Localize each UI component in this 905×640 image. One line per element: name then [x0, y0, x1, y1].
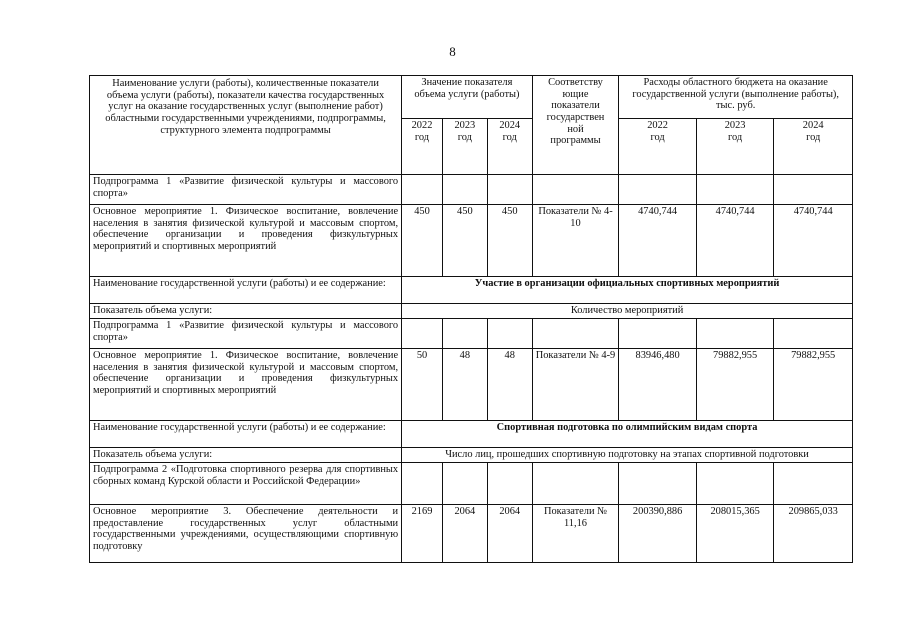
subprogram-cell: Подпрограмма 2 «Подготовка спортивного резерва для спортивных сборных команд Курской области и Российской Федерации» [90, 463, 402, 505]
value-2023: 450 [442, 205, 487, 277]
header-budget-cell: Расходы областного бюджета на оказание государственной услуги (выполнение работы), тыс. руб. [619, 76, 853, 119]
subprogram-row [90, 319, 853, 349]
volume-row [90, 448, 853, 463]
service-name-row [90, 277, 853, 304]
header-indicator-year-2024: 2024 год [487, 119, 532, 175]
volume-label: Показатель объема услуги: [90, 448, 402, 463]
header-budget-year-2023: 2023 год [696, 119, 774, 175]
budget-2023: 208015,365 [696, 505, 774, 563]
value-2022: 450 [402, 205, 443, 277]
header-budget-year-2022: 2022 год [619, 119, 697, 175]
header-budget-year-2024: 2024 год [774, 119, 853, 175]
event-cell: Основное мероприятие 1. Физическое воспитание, вовлечение населения в занятия физической культурой и массовым спортом, обеспечение организации и проведения физкультурных мероприятий и спортивных мероприятий [90, 349, 402, 421]
budget-2023: 79882,955 [696, 349, 774, 421]
subprogram-row [90, 463, 853, 505]
value-2024: 2064 [487, 505, 532, 563]
header-indicator-year-2023: 2023 год [442, 119, 487, 175]
program-indicators-cell: Показатели № 4-10 [532, 205, 619, 277]
header-indicator-cell: Значение показателя объема услуги (работы) [402, 76, 533, 119]
service-name-value: Участие в организации официальных спортивных мероприятий [402, 277, 853, 304]
subprogram-cell: Подпрограмма 1 «Развитие физической культуры и массового спорта» [90, 319, 402, 349]
budget-2024: 4740,744 [774, 205, 853, 277]
subprogram-row [90, 175, 853, 205]
budget-2022: 4740,744 [619, 205, 697, 277]
volume-label: Показатель объема услуги: [90, 304, 402, 319]
volume-value: Число лиц, прошедших спортивную подготовку на этапах спортивной подготовки [402, 448, 853, 463]
event-cell: Основное мероприятие 3. Обеспечение деятельности и предоставление государственных услуг областными государственными учреждениями, осуществляющими спортивную подготовку [90, 505, 402, 563]
services-table [89, 75, 853, 563]
subprogram-cell: Подпрограмма 1 «Развитие физической культуры и массового спорта» [90, 175, 402, 205]
value-2024: 48 [487, 349, 532, 421]
value-2023: 2064 [442, 505, 487, 563]
volume-value: Количество мероприятий [402, 304, 853, 319]
value-2022: 50 [402, 349, 443, 421]
budget-2022: 200390,886 [619, 505, 697, 563]
service-name-label: Наименование государственной услуги (работы) и ее содержание: [90, 421, 402, 448]
volume-row [90, 304, 853, 319]
header-name-cell: Наименование услуги (работы), количественные показатели объема услуги (работы), показатели качества государственных услуг на оказание государственных услуг (выполнение работ) областными государственными учреждениями, подпрограммы, структурного элемента подпрограммы [90, 76, 402, 175]
value-2024: 450 [487, 205, 532, 277]
header-row-1 [90, 76, 853, 119]
budget-2023: 4740,744 [696, 205, 774, 277]
service-name-value: Спортивная подготовка по олимпийским видам спорта [402, 421, 853, 448]
value-2023: 48 [442, 349, 487, 421]
header-indicator-year-2022: 2022 год [402, 119, 443, 175]
budget-2024: 79882,955 [774, 349, 853, 421]
budget-2022: 83946,480 [619, 349, 697, 421]
service-name-label: Наименование государственной услуги (работы) и ее содержание: [90, 277, 402, 304]
event-row [90, 505, 853, 563]
header-program-cell: Соответству ющие показатели государствен ной программы [532, 76, 619, 175]
program-indicators-cell: Показатели № 11,16 [532, 505, 619, 563]
event-row [90, 349, 853, 421]
event-cell: Основное мероприятие 1. Физическое воспитание, вовлечение населения в занятия физической культурой и массовым спортом, обеспечение организации и проведения физкультурных мероприятий и спортивных мероприятий [90, 205, 402, 277]
event-row [90, 205, 853, 277]
page-number: 8 [449, 44, 456, 59]
service-name-row [90, 421, 853, 448]
value-2022: 2169 [402, 505, 443, 563]
program-indicators-cell: Показатели № 4-9 [532, 349, 619, 421]
budget-2024: 209865,033 [774, 505, 853, 563]
